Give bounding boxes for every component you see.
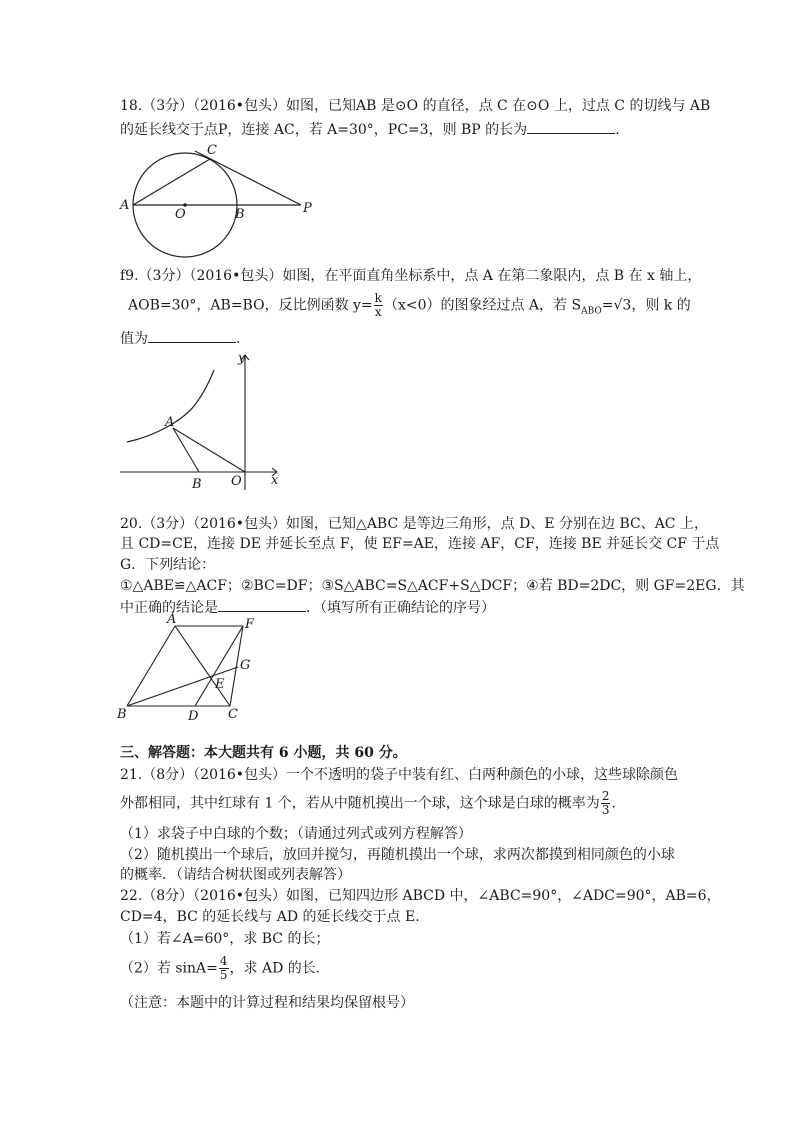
label-x: x bbox=[271, 473, 279, 488]
label-C: C bbox=[207, 143, 217, 158]
label-A: A bbox=[165, 415, 175, 430]
label-B: B bbox=[117, 707, 127, 722]
q19-text-c: =√3，则 k 的 bbox=[601, 297, 691, 314]
label-A: A bbox=[120, 198, 130, 213]
label-G: G bbox=[240, 658, 251, 673]
q20-line1: 20.（3分）（2016•包头）如图，已知△ABC 是等边三角形，点 D、E 分别在边 BC、AC 上， bbox=[120, 516, 708, 532]
label-D: D bbox=[188, 709, 199, 724]
q20-line3: G．下列结论： bbox=[120, 557, 216, 573]
fraction-k-over-x: $\frac{k}{x}$ bbox=[374, 291, 382, 319]
q19-text-3: 值为 bbox=[120, 331, 148, 347]
label-P: P bbox=[303, 201, 312, 216]
triangle-figure bbox=[115, 612, 265, 724]
hyperbola-figure bbox=[115, 350, 285, 495]
q19-sub: ABO bbox=[581, 306, 602, 317]
q20-line2: 且 CD=CE，连接 DE 并延长至点 F，使 EF=AE，连接 AF，CF，连接 BE 并延长交 CF 于点 bbox=[120, 536, 720, 552]
q19-line2 bbox=[128, 292, 691, 320]
answer-blank bbox=[148, 329, 236, 343]
answer-blank bbox=[527, 120, 615, 134]
q18-text: 的延长线交于点P，连接 AC，若 A=30°，PC=3，则 BP 的长为 bbox=[120, 122, 528, 138]
answer-blank bbox=[218, 598, 306, 612]
q22-part1: （1）若∠A=60°，求 BC 的长； bbox=[120, 931, 330, 947]
q22-text-b: ，求 AD 的长． bbox=[229, 960, 330, 977]
section-heading: 三、解答题：本大题共有 6 小题，共 60 分。 bbox=[120, 745, 407, 761]
q18-line1: 18.（3分）（2016•包头）如图，已知AB 是⊙O 的直径，点 C 在⊙O 上，过点 C 的切线与 AB bbox=[120, 98, 711, 114]
label-O: O bbox=[231, 474, 242, 489]
label-E: E bbox=[215, 677, 225, 692]
q19-text-a: AOB=30°，AB=BO，反比例函数 y= bbox=[128, 297, 373, 314]
label-A: A bbox=[167, 612, 177, 627]
q18-line2 bbox=[120, 120, 620, 139]
q21-part2b: 的概率．（请结合树状图或列表解答） bbox=[120, 867, 351, 883]
label-C: C bbox=[228, 707, 238, 722]
label-F: F bbox=[245, 617, 255, 632]
q20-end: ．（填写所有正确结论的序号） bbox=[306, 600, 495, 616]
q22-text-a: （2）若 sinA= bbox=[120, 960, 218, 977]
q19-end: . bbox=[236, 331, 241, 347]
circle-tangent-figure bbox=[115, 140, 330, 260]
q21-text: 外都相同，其中红球有 1 个，若从中随机摸出一个球，这个球是白球的概率为 bbox=[120, 795, 600, 812]
q22-line2: CD=4，BC 的延长线与 AD 的延长线交于点 E． bbox=[120, 909, 430, 925]
label-O: O bbox=[175, 207, 186, 222]
q20-line4: ①△ABE≌△ACF；②BC=DF；③S△ABC=S△ACF+S△DCF；④若 BD=2DC，则 GF=2EG．其 bbox=[120, 578, 745, 594]
q19-line1: f9.（3分）（2016•包头）如图，在平面直角坐标系中，点 A 在第二象限内，点 B 在 x 轴上， bbox=[120, 268, 702, 284]
q19-line3 bbox=[120, 329, 240, 348]
q21-part2: （2）随机摸出一个球后，放回并搅匀，再随机摸出一个球，求两次都摸到相同颜色的小球 bbox=[120, 847, 675, 863]
label-B: B bbox=[235, 207, 245, 222]
q18-end: . bbox=[615, 122, 620, 138]
label-y: y bbox=[238, 351, 246, 366]
fraction-2-over-3: $\frac{2}{3}$ bbox=[601, 789, 610, 817]
q21-line2 bbox=[120, 790, 616, 817]
q22-note: （注意：本题中的计算过程和结果均保留根号） bbox=[120, 995, 414, 1011]
q19-text-b: （x<0）的图象经过点 A，若 S bbox=[383, 297, 582, 314]
q22-part2 bbox=[120, 955, 330, 982]
q21-part1: （1）求袋子中白球的个数；（请通过列式或列方程解答） bbox=[120, 826, 472, 842]
q21-line1: 21.（8分）（2016•包头）一个不透明的袋子中装有红、白两种颜色的小球，这些球除颜色 bbox=[120, 767, 679, 783]
label-B: B bbox=[192, 477, 202, 492]
q20-text-5: 中正确的结论是 bbox=[120, 600, 218, 616]
q21-end: . bbox=[611, 795, 616, 812]
q22-line1: 22.（8分）（2016•包头）如图，已知四边形 ABCD 中，∠ABC=90°，∠ADC=90°，AB=6， bbox=[120, 888, 721, 904]
fraction-4-over-5: $\frac{4}{5}$ bbox=[219, 954, 228, 982]
